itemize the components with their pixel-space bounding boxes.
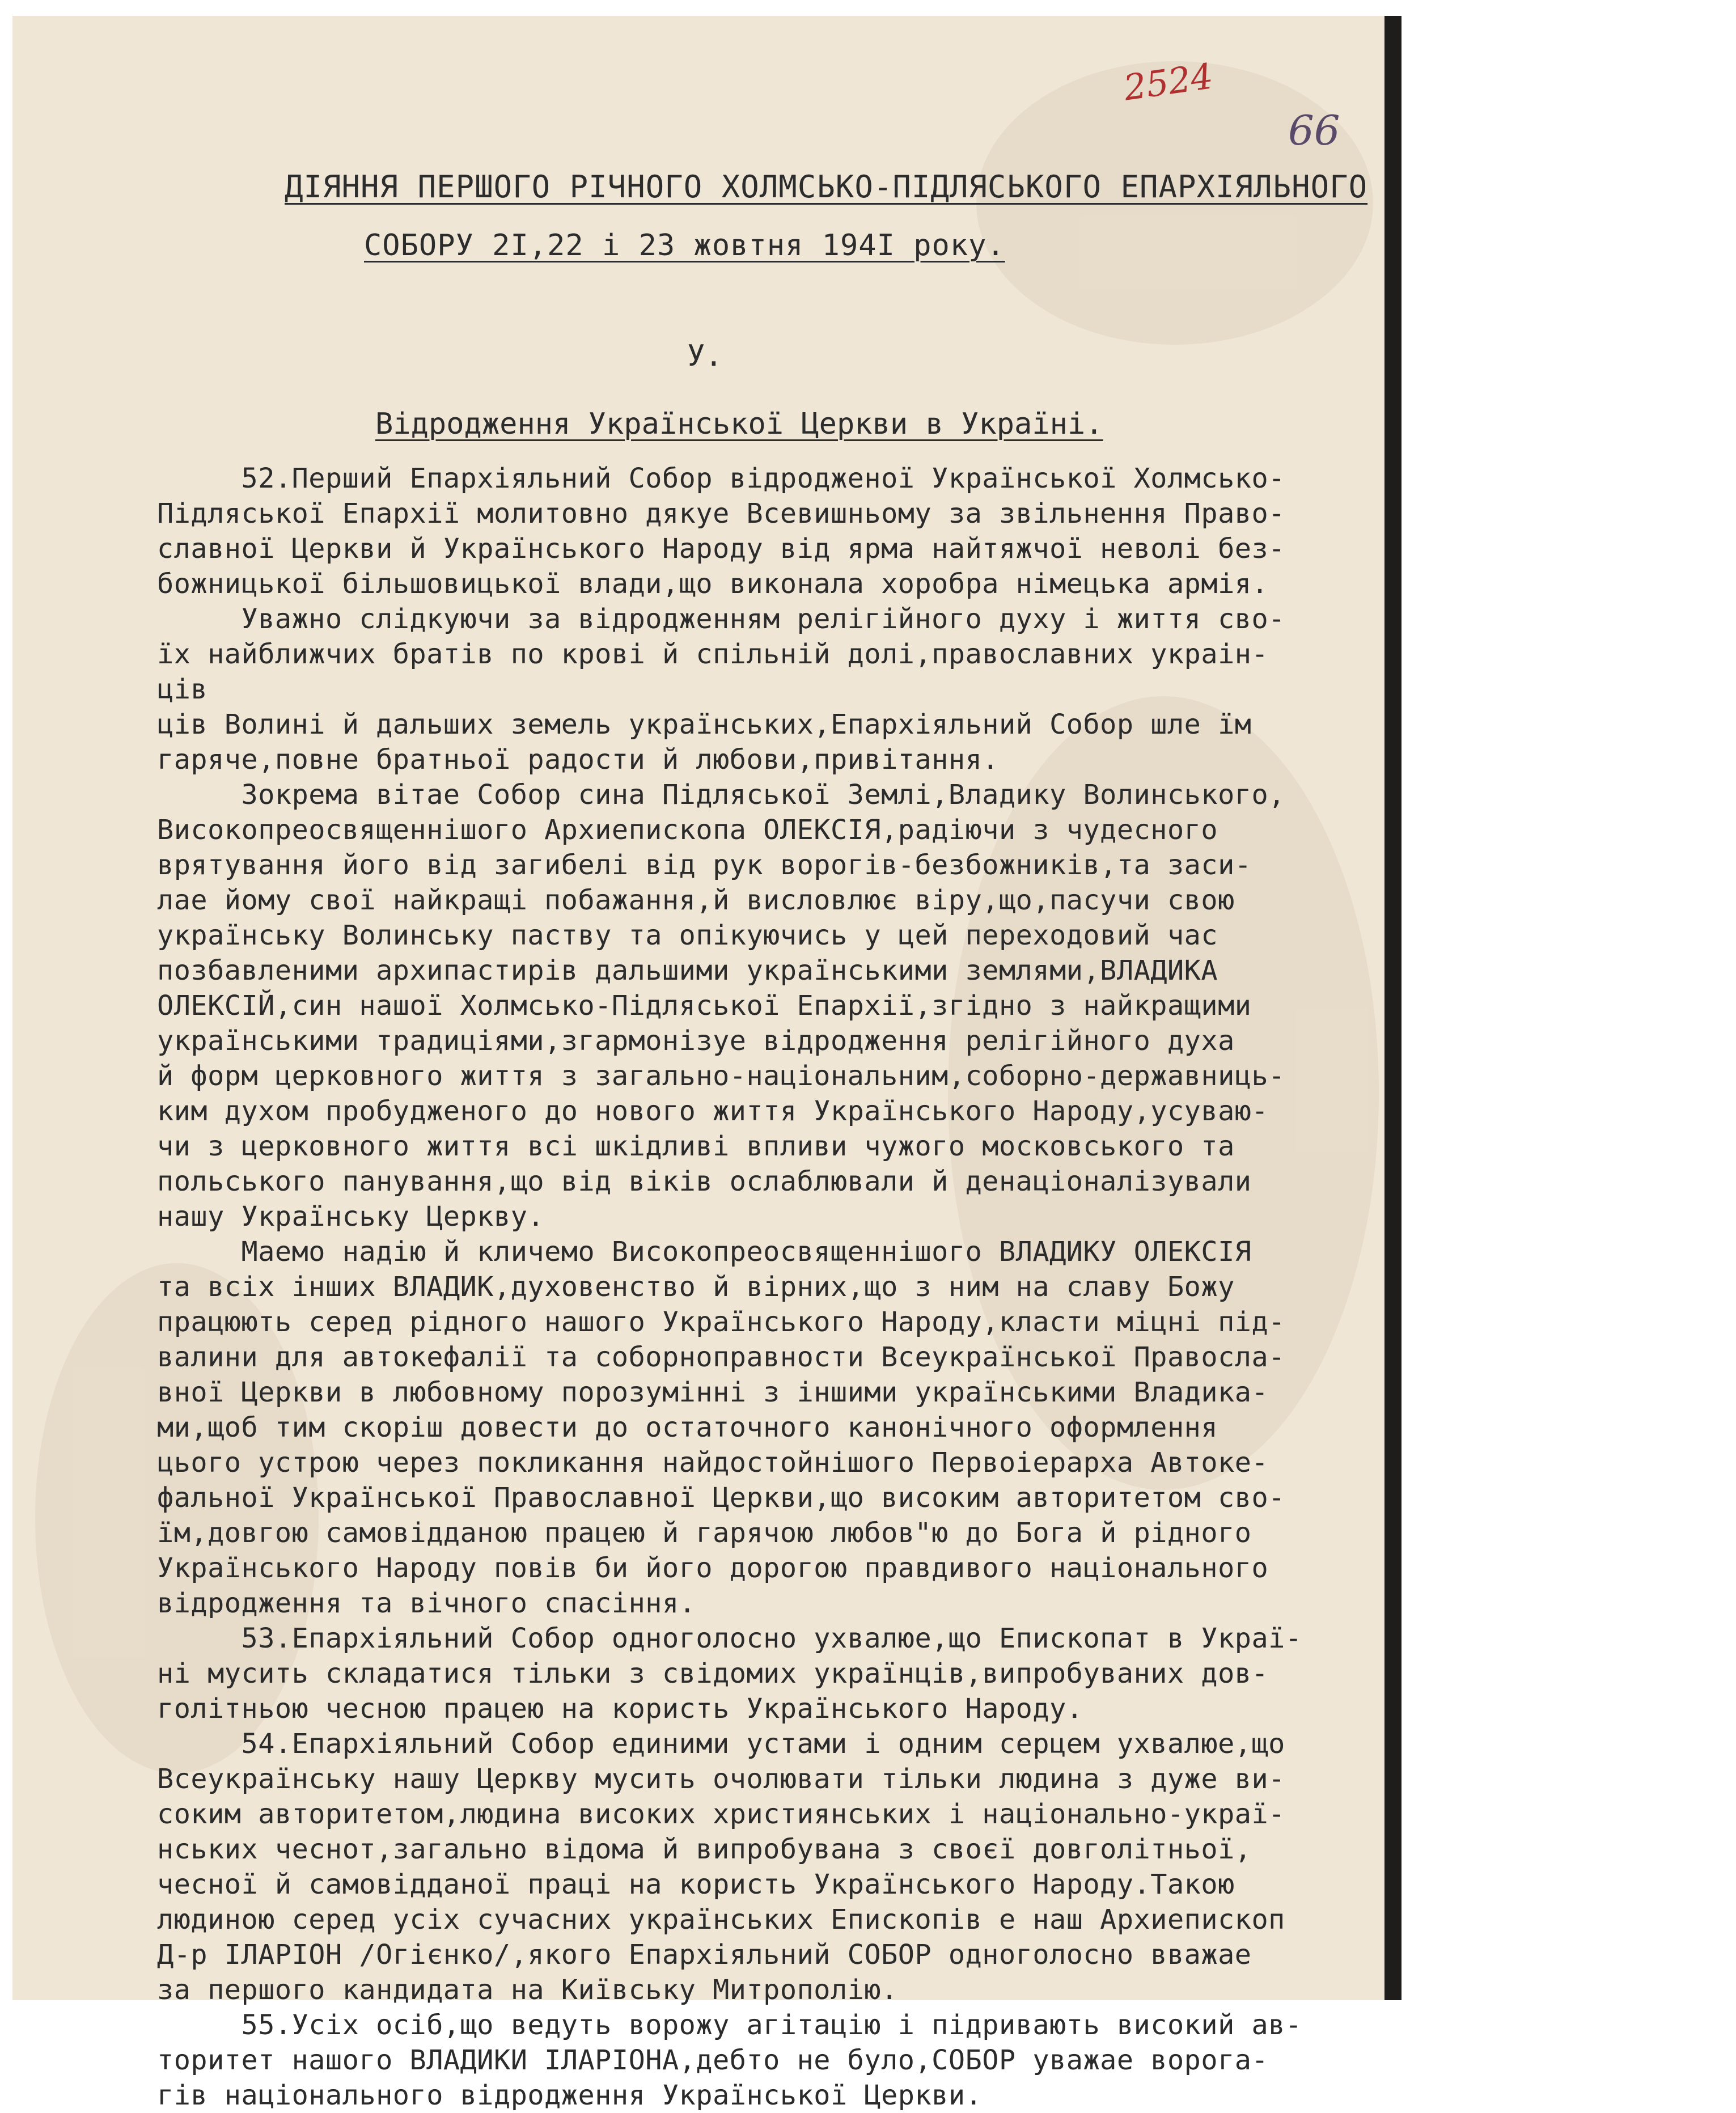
body-line: Зокрема вітае Собор сина Підляської Землі,Владику Волинського, [157, 779, 1285, 811]
body-line: працюють серед рідного нашого Українського Народу,класти міцні під- [157, 1306, 1285, 1338]
body-line: нашу Українську Церкву. [157, 1201, 545, 1233]
body-line: торитет нашого ВЛАДИКИ ІЛАРІОНА,дебто не було,СОБОР уважае ворога- [157, 2044, 1269, 2076]
body-line: ців [157, 674, 208, 705]
body-line: 53.Епархіяльний Собор одноголосно ухвалюе,що Епископат в Украї- [157, 1623, 1302, 1654]
body-line: фальної Української Православної Церкви,що високим авторитетом сво- [157, 1482, 1285, 1514]
body-line: Всеукраїнську нашу Церкву мусить очолювати тільки людина з дуже ви- [157, 1763, 1285, 1795]
document-page [12, 16, 1384, 2111]
body-line: Д-р ІЛАРІОН /Огієнко/,якого Епархіяльний СОБОР одноголосно вважае [157, 1939, 1252, 1971]
body-line: голітньою чесною працею на користь Українського Народу. [157, 1693, 1083, 1725]
body-line: та всіх інших ВЛАДИК,духовенство й вірних,що з ним на славу Божу [157, 1271, 1235, 1303]
body-line: ми,щоб тим скоріш довести до остаточного канонічного оформлення [157, 1412, 1218, 1443]
document-title-line1: ДІЯННЯ ПЕРШОГО РІЧНОГО ХОЛМСЬКО-ПІДЛЯСЬКОГО ЕПАРХІЯЛЬНОГО [285, 169, 1368, 205]
body-line: Підляської Епархії молитовно дякуе Всевишньому за звільнення Право- [157, 498, 1285, 530]
body-line: українську Волинську паству та опікуючись у цей переходовий час [157, 920, 1218, 951]
body-line: Маемо надію й кличемо Високопреосвященнішого ВЛАДИКУ ОЛЕКСІЯ [157, 1236, 1252, 1268]
body-line: українськими традиціями,згармонізуе відродження релігійного духа [157, 1025, 1235, 1057]
body-line: позбавленими архипастирів дальшими українськими землями,ВЛАДИКА [157, 955, 1218, 986]
body-line: 52.Перший Епархіяльний Собор відродженої Української Холмсько- [157, 463, 1285, 494]
body-line: польського панування,що від віків ослаблювали й денаціоналізували [157, 1166, 1252, 1197]
document-body [157, 461, 1404, 2113]
body-line: 54.Епархіяльний Собор единими устами і одним серцем ухвалюе,що [157, 1728, 1285, 1760]
body-line: вної Церкви в любовному порозумінні з іншими українськими Владика- [157, 1377, 1269, 1408]
body-line: нських чеснот,загально відома й випробувана з своєї довголітньої, [157, 1833, 1252, 1865]
body-line: славної Церкви й Українського Народу від ярма найтяжчої неволі без- [157, 533, 1285, 565]
body-line: їх найближчих братів по крові й спільній долі,православних украін- [157, 638, 1269, 670]
body-line: валини для автокефалії та соборноправности Всеукраїнської Правосла- [157, 1341, 1285, 1373]
body-line: й форм церковного життя з загально-національним,соборно-державниць- [157, 1060, 1285, 1092]
body-line: чи з церковного життя всі шкідливі впливи чужого московського та [157, 1130, 1235, 1162]
body-line: відродження та вічного спасіння. [157, 1587, 696, 1619]
body-line: людиною серед усіх сучасних українських Епископів е наш Архиепископ [157, 1904, 1285, 1936]
body-line: їм,довгою самовідданою працею й гарячою любов"ю до Бога й рідного [157, 1517, 1252, 1549]
body-line: Уважно слідкуючи за відродженням релігійного духу і життя сво- [157, 603, 1285, 635]
section-title: Відродження Української Церкви в Україні. [375, 407, 1103, 441]
body-line: гаряче,повне братньої радости й любови,привітання. [157, 744, 999, 776]
body-line: соким авторитетом,людина високих християнських і національно-украї- [157, 1798, 1285, 1830]
section-number: У. [687, 339, 723, 373]
document-title-line2: СОБОРУ 2I,22 і 23 жовтня 194I року. [364, 228, 1005, 262]
body-line: за першого кандидата на Київську Митрополію. [157, 1974, 898, 2006]
body-line: гів національного відродження Української Церкви. [157, 2080, 983, 2111]
body-line: врятування його від загибелі від рук ворогів-безбожників,та заси- [157, 849, 1252, 881]
page-number: 66 [1288, 107, 1340, 154]
body-line: божницької більшовицької влади,що виконала хоробра німецька армія. [157, 568, 1269, 600]
body-line: Високопреосвященнішого Архиепископа ОЛЕКСІЯ,радіючи з чудесного [157, 814, 1218, 846]
body-line: ців Волині й дальших земель українських,Епархіяльний Собор шле їм [157, 709, 1252, 740]
body-line: ким духом пробудженого до нового життя Українського Народу,усуваю- [157, 1095, 1269, 1127]
archive-number: 2524 [1121, 55, 1216, 109]
body-line: Українського Народу повів би його дорогою правдивого національного [157, 1552, 1269, 1584]
body-line: чесної й самовідданої праці на користь Українського Народу.Такою [157, 1869, 1235, 1900]
body-line: лае йому свої найкращі побажання,й висловлює віру,що,пасучи свою [157, 884, 1235, 916]
body-line: 55.Усіх осіб,що ведуть ворожу агітацію і підривають високий ав- [157, 2009, 1302, 2041]
body-line: ні мусить складатися тільки з свідомих українців,випробуваних дов- [157, 1658, 1269, 1689]
body-line: ОЛЕКСІЙ,син нашої Холмсько-Підляської Епархії,згідно з найкращими [157, 990, 1252, 1022]
body-line: цього устрою через покликання найдостойнішого Первоіерарха Автоке- [157, 1447, 1269, 1479]
